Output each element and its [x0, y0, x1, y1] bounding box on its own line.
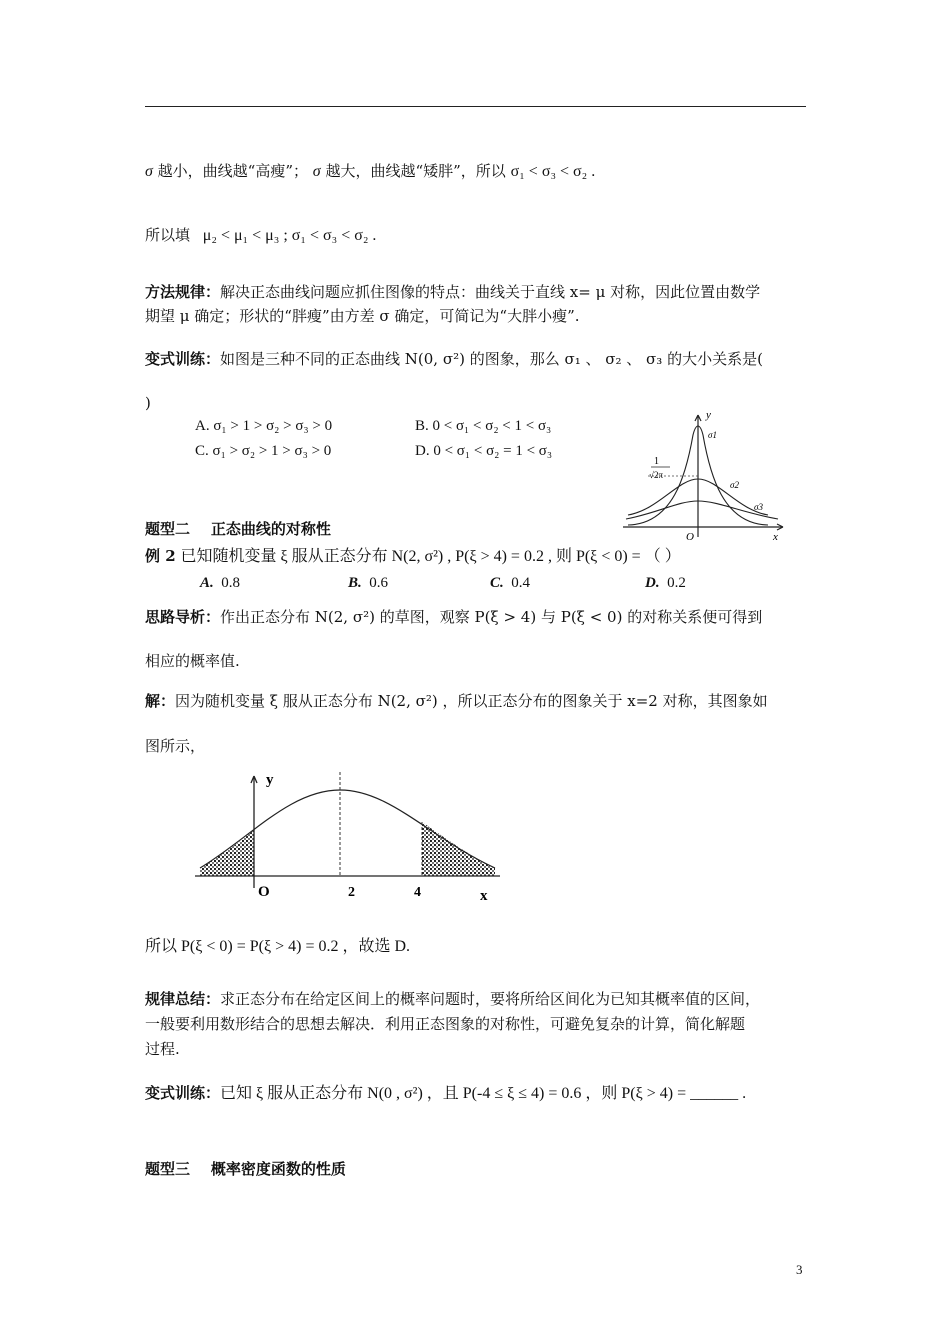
summary-line-1 [145, 988, 760, 1010]
option-c-letter: C. [490, 575, 504, 591]
option-c-value: 0.4 [511, 575, 531, 591]
x-label: x [773, 531, 778, 543]
variant1-close-paren: ) [145, 394, 151, 412]
example2-label: 例 2 [145, 547, 176, 565]
variant1-close [145, 392, 151, 414]
idea-title: 思路导析： [145, 608, 221, 626]
method-line-1 [145, 281, 760, 303]
origin-label: O [258, 884, 270, 900]
conclusion-text: 所以 P(ξ < 0) = P(ξ > 4) = 0.2 ，故选 D. [145, 938, 411, 955]
answer-label: 所以填 [145, 226, 191, 244]
y-label: y [706, 409, 711, 421]
solution-line-2 [145, 735, 205, 757]
method-line-2 [145, 305, 580, 327]
sigma-order-math: σ₁ < σ₃ < σ₂ . [510, 163, 596, 180]
type2-heading [145, 518, 331, 540]
variant2-title: 变式训练： [145, 1084, 221, 1102]
variant2-line [145, 1082, 746, 1105]
example2-option-a [200, 575, 240, 592]
sigma-small-text: 越小，曲线越“高瘦”； [157, 162, 309, 180]
sigma-symbol: σ [145, 163, 153, 180]
tick-4-label: 4 [414, 885, 421, 900]
example2-line [145, 545, 681, 568]
variant2-text: 已知 ξ 服从正态分布 N(0 , σ²) ，且 P(-4 ≤ ξ ≤ 4) = 0.6 ，则 P(ξ > 4) = ______ . [220, 1085, 747, 1102]
frac-numerator: 1 [654, 456, 659, 467]
variant1-title: 变式训练： [145, 350, 221, 368]
option-b-letter: B. [348, 575, 362, 591]
solution-text-1: 因为随机变量 ξ 服从正态分布 N(2, σ²) ，所以正态分布的图象关于 x=2 对称，其图象如 [175, 692, 768, 710]
option-a: A. σ₁ > 1 > σ₂ > σ₃ > 0 [195, 418, 333, 434]
right-shaded-region [422, 822, 495, 876]
example2-option-c [490, 575, 530, 592]
example2-option-b [348, 575, 388, 592]
solution-text-2: 图所示， [145, 737, 206, 755]
summary-line-2 [145, 1013, 745, 1035]
conclusion-line [145, 935, 410, 958]
sigma2-label: σ2 [730, 480, 739, 490]
type3-heading [145, 1158, 346, 1180]
summary-text-2: 一般要利用数形结合的思想去解决．利用正态图象的对称性，可避免复杂的计算，简化解题 [145, 1015, 746, 1033]
option-d-letter: D. [645, 575, 660, 591]
solution-title: 解： [145, 692, 176, 710]
option-a-letter: A. [200, 575, 214, 591]
example2-text: 已知随机变量 ξ 服从正态分布 N(2, σ²) , P(ξ > 4) = 0.2 , 则 P(ξ < 0) = （ ） [180, 548, 681, 565]
type3-title: 题型三 概率密度函数的性质 [145, 1160, 346, 1178]
sigma3-label: σ3 [754, 502, 763, 512]
method-text-2: 期望 μ 确定；形状的“胖瘦”由方差 σ 确定，可简记为“大胖小瘦”. [145, 307, 580, 325]
sigma-symbol: σ [312, 163, 321, 180]
left-shaded-region [200, 830, 254, 876]
origin-label: O [686, 531, 694, 543]
sigma1-label: σ1 [708, 430, 717, 440]
option-a-value: 0.8 [221, 575, 241, 591]
idea-text-1: 作出正态分布 N(2, σ²) 的草图，观察 P(ξ > 4) 与 P(ξ < 0) 的对称关系便可得到 [220, 608, 763, 626]
paragraph-answer-fill [145, 224, 376, 247]
variant1-text: 如图是三种不同的正态曲线 N(0, σ²) 的图象，那么 σ₁ 、 σ₂ 、 σ₃ 的大小关系是( [220, 350, 763, 368]
method-title: 方法规律： [145, 283, 221, 301]
type2-title: 题型二 正态曲线的对称性 [145, 520, 331, 538]
tick-2-label: 2 [348, 885, 355, 900]
summary-line-3 [145, 1038, 180, 1060]
answer-math: μ₂ < μ₁ < μ₃ ; σ₁ < σ₃ < σ₂ . [202, 227, 377, 244]
summary-title: 规律总结： [145, 990, 221, 1008]
x-label: x [480, 888, 488, 904]
summary-text-3: 过程. [145, 1040, 180, 1058]
option-d-value: 0.2 [667, 575, 686, 591]
option-d: D. 0 < σ₁ < σ₂ = 1 < σ₃ [415, 443, 553, 459]
idea-line-2 [145, 650, 240, 672]
summary-text-1: 求正态分布在给定区间上的概率问题时，要将所给区间化为已知其概率值的区间， [220, 990, 761, 1008]
idea-text-2: 相应的概率值. [145, 652, 240, 670]
sigma-large-text: 越大，曲线越“矮胖”，所以 [325, 162, 506, 180]
frac-denominator: √2π [649, 470, 663, 480]
header-rule [145, 106, 806, 107]
page-number: 3 [796, 1262, 803, 1277]
idea-line-1 [145, 606, 762, 628]
option-b-value: 0.6 [369, 575, 389, 591]
symmetric-normal-figure [190, 768, 510, 908]
solution-line-1 [145, 690, 768, 712]
option-b: B. 0 < σ₁ < σ₂ < 1 < σ₃ [415, 418, 552, 434]
method-text-1: 解决正态曲线问题应抓住图像的特点：曲线关于直线 x= μ 对称，因此位置由数学 [220, 283, 761, 301]
option-c: C. σ₁ > σ₂ > 1 > σ₃ > 0 [195, 443, 332, 459]
y-label: y [266, 772, 274, 788]
normal-curves-figure [618, 405, 796, 543]
example2-option-d [645, 575, 686, 592]
paragraph-sigma-shape [145, 160, 595, 183]
variant1-line [145, 348, 763, 370]
